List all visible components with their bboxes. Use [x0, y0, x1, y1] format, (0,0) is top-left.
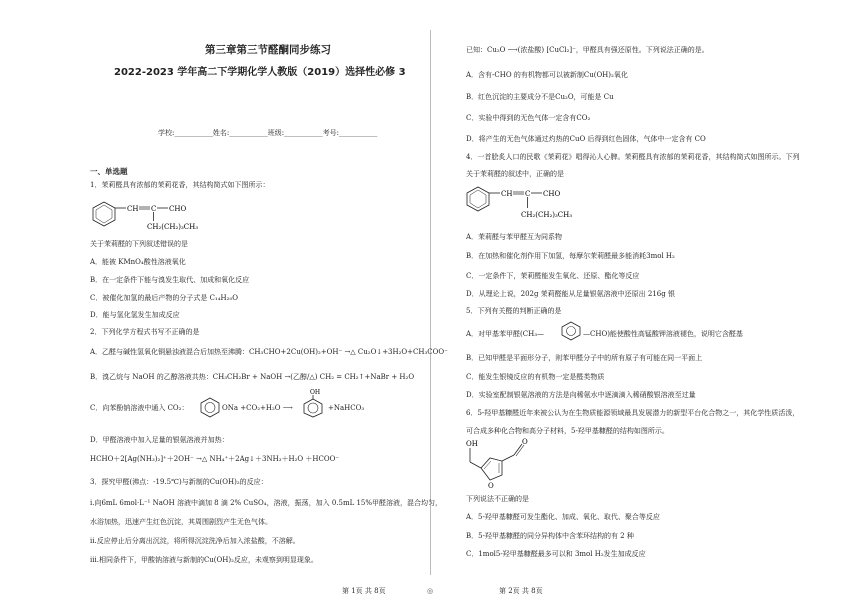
q3-known-note: 已知：Cu₂O ⟶(浓盐酸) [CuCl₂]⁻，甲醛具有强还原性。下列说法正确的是。: [466, 46, 709, 54]
q6-option-b: B．5-羟甲基糠醛的同分异构体中含苯环结构的有 2 种: [466, 532, 634, 540]
q4-stem-line1: 4．一首脍炙人口的民歌《茉莉花》唱得沁人心脾。茉莉醛具有浓郁的茉莉花香，其结构简式如图所示。下列: [466, 153, 800, 161]
q6-hmf-structure: [464, 436, 574, 494]
q5-option-b: B．已知甲醛是平面形分子，则苯甲醛分子中的所有原子有可能在同一平面上: [466, 354, 703, 362]
page-footer-left: 第 1页 共 8页: [342, 587, 386, 595]
q6-ask: 下列说法不正确的是: [466, 495, 529, 503]
q5-option-d: D．实验室配制银氨溶液的方法是向稀氨水中逐滴滴入稀硝酸银溶液至过量: [466, 391, 696, 399]
q3-stem: 3．探究甲醛(沸点：-19.5℃)与新制的Cu(OH)₂的反应：: [90, 478, 268, 486]
q6-option-a: A．5-羟甲基糠醛可发生酯化、加成、氧化、取代、聚合等反应: [466, 513, 660, 521]
q1-option-b: B．在一定条件下能与溴发生取代、加成和氧化反应: [90, 276, 250, 284]
q4-option-a: A．茉莉醛与苯甲醛互为同系物: [466, 233, 563, 241]
q2-sodium-phenoxide-icon: [198, 396, 222, 418]
q2-option-c-middle: ONa +CO₂+H₂O ⟶: [222, 404, 293, 412]
q3-step-iii: iii.相同条件下，甲酸钠溶液与新制的Cu(OH)₂反应，未观察到明显现象。: [90, 556, 318, 564]
q4-jasminaldehyde-structure: [464, 181, 594, 223]
q3-option-c: C．实验中得到的无色气体一定含有CO₂: [466, 114, 591, 122]
right-page: [430, 0, 860, 608]
q1-option-c: C．被催化加氢的最后产物的分子式是 C₁₄H₂₀O: [90, 294, 239, 302]
q2-option-c-prefix: C．向苯酚钠溶液中通入 CO₂：: [90, 404, 189, 412]
q6-stem-line2: 可合成多种化合物和高分子材料，5-羟甲基糠醛的结构如图所示。: [466, 427, 669, 435]
q4-chain-label: CH₂(CH₂)₃CH₃: [521, 211, 573, 219]
q1-ask: 关于茉莉醛的下列叙述错误的是: [90, 240, 188, 248]
q1-jasminaldehyde-structure: [90, 196, 220, 236]
q6-option-c: C．1mol5-羟甲基糠醛最多可以和 3mol H₂发生加成反应: [466, 550, 646, 558]
q2-option-b: B．溴乙烷与 NaOH 的乙醇溶液共热：CH₃CH₂Br + NaOH →(乙醇/△) CH₂ = CH₂↑+NaBr + H₂O: [90, 373, 415, 381]
doc-title: 第三章第三节醛酮同步练习: [205, 44, 331, 56]
q5-option-a-suffix: —CHO)能使酸性高锰酸钾溶液褪色，说明它含醛基: [583, 330, 743, 338]
q6-ring-o-label: O: [488, 482, 494, 490]
svg-text:CH: CH: [127, 205, 139, 213]
q5-stem: 5．下列有关醛的判断正确的是: [466, 307, 562, 315]
q3-option-a: A．含有-CHO 的有机物都可以被新制Cu(OH)₂氧化: [466, 71, 628, 79]
q6-aldehyde-o-label: O: [522, 438, 528, 446]
q4-stem-line2: 关于茉莉醛的叙述中，正确的是: [466, 170, 564, 178]
page-footer-right: 第 2页 共 8页: [499, 587, 543, 595]
q2-stem: 2．下列化学方程式书写不正确的是: [90, 328, 200, 336]
student-info-line: 学校:___________姓名:___________班级:___________考号:___________: [158, 129, 378, 137]
q3-step-i-line1: i.向6mL 6mol·L⁻¹ NaOH 溶液中滴加 8 滴 2% CuSO₄，溶液，振荡，加入 0.5mL 15%甲醛溶液，混合均匀，: [90, 499, 443, 507]
section-heading: 一、单选题: [90, 167, 128, 176]
q6-stem-line1: 6．5-羟甲基糠醛近年来被公认为在生物质能源领域最具发展潜力的新型平台化合物之一，其化学性质活泼，: [466, 409, 800, 417]
svg-text:C: C: [151, 205, 157, 213]
svg-text:CH: CH: [501, 190, 513, 198]
q5-benzene-ring-icon: [560, 321, 582, 341]
q1-chain-label: CH₂(CH₂)₃CH₃: [147, 223, 199, 231]
q3-step-i-line2: 水浴加热，迅速产生红色沉淀，其周围剧烈产生无色气体。: [90, 518, 272, 526]
q1-stem: 1．茉莉醛具有浓郁的茉莉花香，其结构简式如下图所示：: [90, 181, 270, 189]
q3-option-d: D．将产生的无色气体通过灼热的CuO 后得到红色固体，气体中一定含有 CO: [466, 135, 706, 143]
q6-oh-label: OH: [466, 440, 478, 448]
q4-option-d: D．从理论上说，202g 茉莉醛能从足量银氨溶液中还原出 216g 银: [466, 290, 675, 298]
q1-cho-label: CHO: [169, 205, 187, 213]
svg-text:C: C: [525, 190, 531, 198]
q4-option-c: C．一定条件下，茉莉醛能发生氧化、还原、酯化等反应: [466, 272, 640, 280]
q4-cho-label: CHO: [543, 190, 561, 198]
q3-step-ii: ii.反应停止后分离出沉淀，将所得沉淀洗净后加入浓盐酸，不溶解。: [90, 537, 300, 545]
q2-option-c-suffix: +NaHCO₃: [328, 404, 365, 412]
q3-option-b: B．红色沉淀的主要成分不是Cu₂O，可能是 Cu: [466, 93, 614, 101]
q5-option-c: C．能发生银镜反应的有机物一定是醛类物质: [466, 373, 605, 381]
doc-subtitle: 2022-2023 学年高二下学期化学人教版（2019）选择性必修 3: [114, 67, 406, 78]
q1-option-a: A．能被 KMnO₄酸性溶液氧化: [90, 258, 186, 266]
q2-option-d-equation: HCHO＋2[Ag(NH₃)₂]⁺＋2OH⁻ →△ NH₄⁺＋2Ag↓＋3NH₃＋H₂O ＋HCOO⁻: [90, 455, 340, 463]
q1-option-d: D．能与氢化氢发生加成反应: [90, 311, 180, 319]
q2-option-a: A．乙醛与碱性氢氧化铜悬浊液混合后加热至沸腾：CH₃CHO+2Cu(OH)₂+OH⁻ →△ Cu₂O↓+3H₂O+CH₃COO⁻: [90, 348, 448, 356]
page-center-circle-icon: ◎: [427, 587, 434, 595]
q4-option-b: B．在加热和催化剂作用下加氢，每摩尔茉莉醛最多能消耗3mol H₂: [466, 252, 675, 260]
q5-option-a-prefix: A．对甲基苯甲醛(CH₃—: [466, 330, 545, 338]
q2-phenol-icon: [300, 386, 326, 418]
q2-phenol-oh-label: OH: [310, 389, 321, 396]
q2-option-d: D．甲醛溶液中加入足量的银氨溶液并加热：: [90, 436, 229, 444]
